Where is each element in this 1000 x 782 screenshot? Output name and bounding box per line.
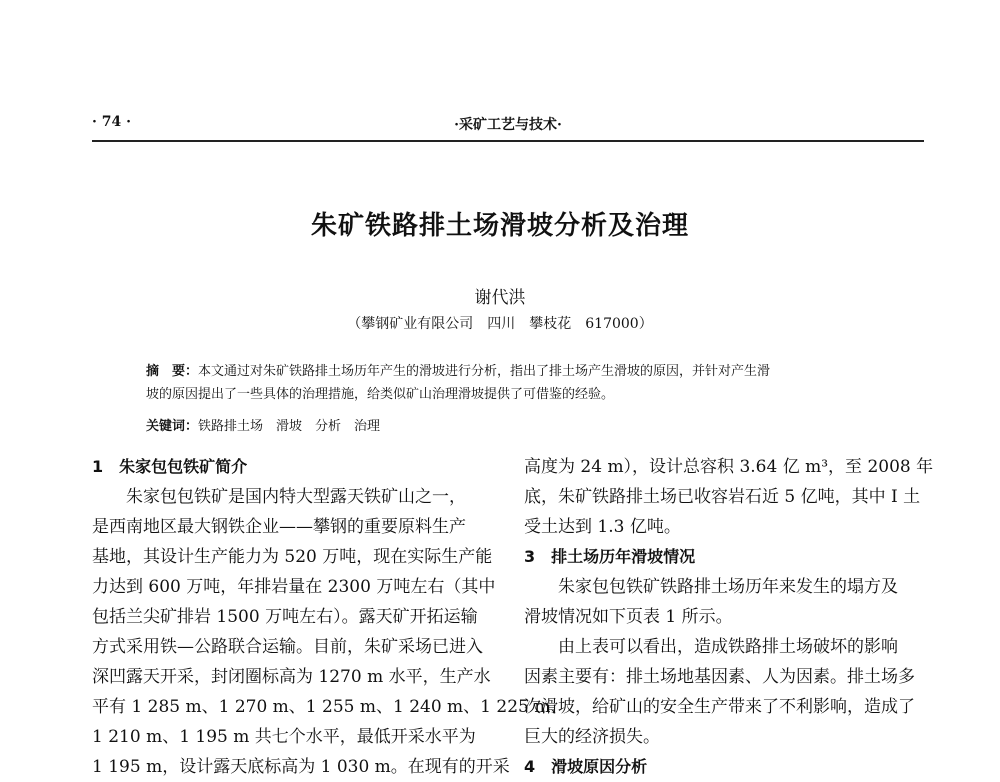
article-author: 谢代洪 bbox=[474, 288, 526, 308]
paragraph-damage-factors bbox=[524, 632, 924, 752]
text-line: 滑坡情况如下页表 1 所示。 bbox=[524, 607, 733, 627]
text-line: 1 210 m、1 195 m 共七个水平，最低开采水平为 bbox=[92, 727, 476, 747]
text-line: 包括兰尖矿排岩 1500 万吨左右）。露天矿开拓运输 bbox=[92, 607, 478, 627]
text-line: 1 195 m，设计露天底标高为 1 030 m。在现有的开采 bbox=[92, 757, 510, 777]
article-title: 朱矿铁路排土场滑坡分析及治理 bbox=[310, 211, 689, 241]
section-heading-3: 3 排土场历年滑坡情况 bbox=[524, 547, 696, 566]
abstract-text-line: 本文通过对朱矿铁路排土场历年产生的滑坡进行分析，指出了排土场产生滑坡的原因，并针对产生滑 bbox=[198, 364, 771, 379]
text-line: 次滑坡，给矿山的安全生产带来了不利影响，造成了 bbox=[524, 697, 915, 717]
text-line: 高度为 24 m），设计总容积 3.64 亿 m³，至 2008 年 bbox=[524, 457, 934, 477]
text-line: 底，朱矿铁路排土场已收容岩石近 5 亿吨，其中 I 土 bbox=[524, 487, 921, 507]
keywords bbox=[146, 415, 876, 434]
text-line: 因素主要有：排土场地基因素、人为因素。排土场多 bbox=[524, 667, 915, 687]
keywords-label: 关键词： bbox=[146, 419, 199, 434]
text-line: 方式采用铁—公路联合运输。目前，朱矿采场已进入 bbox=[92, 637, 483, 657]
abstract-text-line: 坡的原因提出了一些具体的治理措施，给类似矿山治理滑坡提供了可借鉴的经验。 bbox=[146, 387, 615, 402]
text-line: 由上表可以看出，造成铁路排土场破坏的影响 bbox=[558, 637, 898, 657]
journal-section-name: ·采矿工艺与技术· bbox=[454, 117, 562, 133]
page-number: · 74 · bbox=[92, 114, 131, 130]
paragraph-mine-intro bbox=[92, 482, 568, 782]
running-header bbox=[92, 114, 924, 136]
section-heading-4: 4 滑坡原因分析 bbox=[524, 757, 648, 776]
section-heading-1: 1 朱家包包铁矿简介 bbox=[92, 457, 248, 476]
abstract bbox=[146, 360, 876, 406]
right-column bbox=[524, 452, 934, 782]
text-line: 巨大的经济损失。 bbox=[524, 727, 660, 747]
abstract-label: 摘 要： bbox=[146, 364, 199, 379]
text-line: 朱家包包铁矿是国内特大型露天铁矿山之一， bbox=[126, 487, 466, 507]
text-line: 基地，其设计生产能力为 520 万吨，现在实际生产能 bbox=[92, 547, 493, 567]
text-line: 受土达到 1.3 亿吨。 bbox=[524, 517, 681, 537]
author-affiliation: （攀钢矿业有限公司 四川 攀枝花 617000） bbox=[347, 316, 653, 332]
left-column bbox=[92, 452, 568, 782]
text-line: 力达到 600 万吨，年排岩量在 2300 万吨左右（其中 bbox=[92, 577, 496, 597]
text-line: 朱家包包铁矿铁路排土场历年来发生的塌方及 bbox=[558, 577, 898, 597]
keywords-text: 铁路排土场 滑坡 分析 治理 bbox=[198, 419, 381, 434]
text-line: 是西南地区最大钢铁企业——攀钢的重要原料生产 bbox=[92, 517, 466, 537]
text-line: 平有 1 285 m、1 270 m、1 255 m、1 240 m、1 225 m、 bbox=[92, 697, 568, 717]
paragraph-dump-capacity bbox=[524, 452, 934, 542]
header-rule bbox=[92, 140, 924, 142]
paragraph-landslide-history bbox=[524, 572, 924, 632]
text-line: 深凹露天开采，封闭圈标高为 1270 m 水平，生产水 bbox=[92, 667, 491, 687]
